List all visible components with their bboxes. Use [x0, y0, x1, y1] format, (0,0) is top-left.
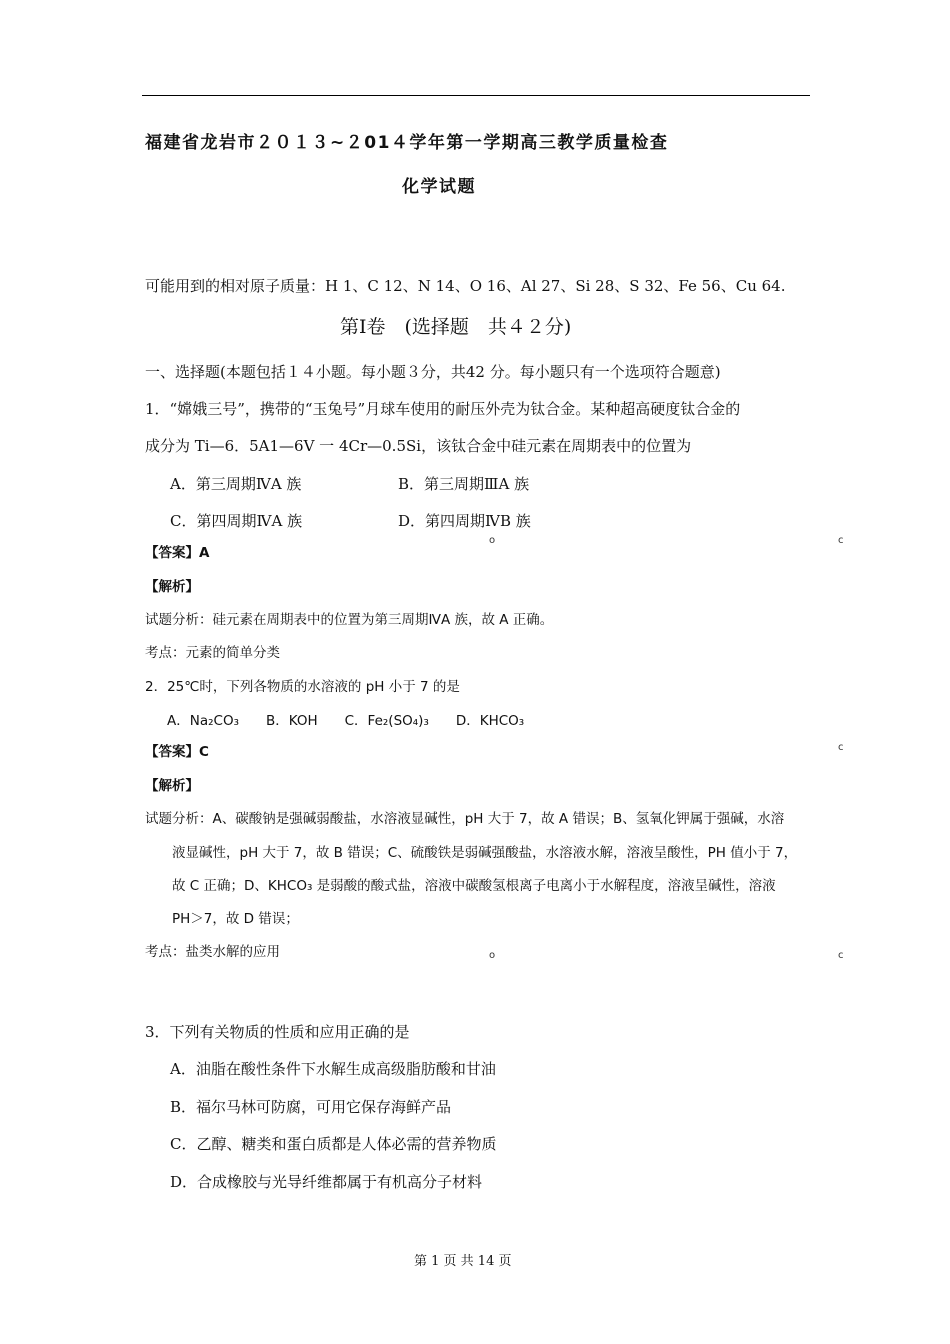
margin-dot: o: [489, 950, 496, 961]
margin-dot: c: [838, 950, 844, 961]
margin-dot: c: [838, 742, 844, 753]
q2-point: 考点：盐类水解的应用: [145, 944, 280, 960]
q1-answer: 【答案】A: [145, 545, 210, 561]
margin-dot: o: [489, 535, 496, 546]
document-title: 福建省龙岩市２０１３~２01４学年第一学期高三教学质量检查: [145, 133, 669, 153]
q2-analysis-line2: 液显碱性，pH 大于 7，故 B 错误；C、硫酸铁是弱碱强酸盐，水溶液水解，溶液呈酸性，PH 值小于 7，: [172, 845, 798, 861]
q2-answer: 【答案】C: [145, 744, 209, 760]
document-subtitle: 化学试题: [402, 177, 476, 197]
q1-option-b: B．第三周期ⅢA 族: [398, 475, 530, 493]
q1-point: 考点：元素的简单分类: [145, 645, 280, 661]
section-intro: 一、选择题(本题包括１４小题。每小题３分，共42 分。每小题只有一个选项符合题意): [145, 363, 721, 381]
q3-option-a: A．油脂在酸性条件下水解生成高级脂肪酸和甘油: [170, 1060, 496, 1078]
q1-analysis-label: 【解析】: [145, 579, 199, 595]
q1-option-d: D．第四周期ⅣB 族: [398, 512, 531, 530]
margin-dot: c: [838, 535, 844, 546]
header-rule: [142, 95, 810, 96]
q2-analysis-line3: 故 C 正确；D、KHCO₃ 是弱酸的酸式盐，溶液中碳酸氢根离子电离小于水解程度，溶液呈碱性，溶液: [172, 878, 776, 894]
page-footer: 第 1 页 共 14 页: [414, 1254, 512, 1269]
q2-analysis-label: 【解析】: [145, 778, 199, 794]
atomic-mass-line: 可能用到的相对原子质量：H 1、C 12、N 14、O 16、Al 27、Si 28、S 32、Fe 56、Cu 64.: [145, 277, 786, 295]
q3-option-d: D．合成橡胶与光导纤维都属于有机高分子材料: [170, 1173, 483, 1191]
q2-options: A．Na₂CO₃ B．KOH C．Fe₂(SO₄)₃ D．KHCO₃: [167, 713, 525, 729]
q1-stem-line2: 成分为 Ti—6．5A1—6V 一 4Cr—0.5Si，该钛合金中硅元素在周期表中的位置为: [145, 437, 692, 455]
q2-stem: 2．25℃时，下列各物质的水溶液的 pH 小于 7 的是: [145, 679, 460, 695]
section-title: 第Ⅰ卷 (选择题 共４２分): [340, 316, 572, 338]
q2-analysis-line4: PH＞7，故 D 错误；: [172, 911, 299, 927]
q2-analysis-line1: 试题分析：A、碳酸钠是强碱弱酸盐，水溶液显碱性，pH 大于 7，故 A 错误；B、氢氧化钾属于强碱，水溶: [145, 811, 785, 827]
q1-analysis: 试题分析：硅元素在周期表中的位置为第三周期ⅣA 族，故 A 正确。: [145, 612, 554, 628]
q1-option-c: C．第四周期ⅣA 族: [170, 512, 303, 530]
q3-option-c: C．乙醇、糖类和蛋白质都是人体必需的营养物质: [170, 1135, 497, 1153]
q3-option-b: B．福尔马林可防腐，可用它保存海鲜产品: [170, 1098, 452, 1116]
q3-stem: 3．下列有关物质的性质和应用正确的是: [145, 1023, 410, 1041]
q1-option-a: A．第三周期ⅣA 族: [170, 475, 302, 493]
q1-stem-line1: 1．“嫦娥三号”，携带的“玉兔号”月球车使用的耐压外壳为钛合金。某种超高硬度钛合金的: [145, 400, 741, 418]
